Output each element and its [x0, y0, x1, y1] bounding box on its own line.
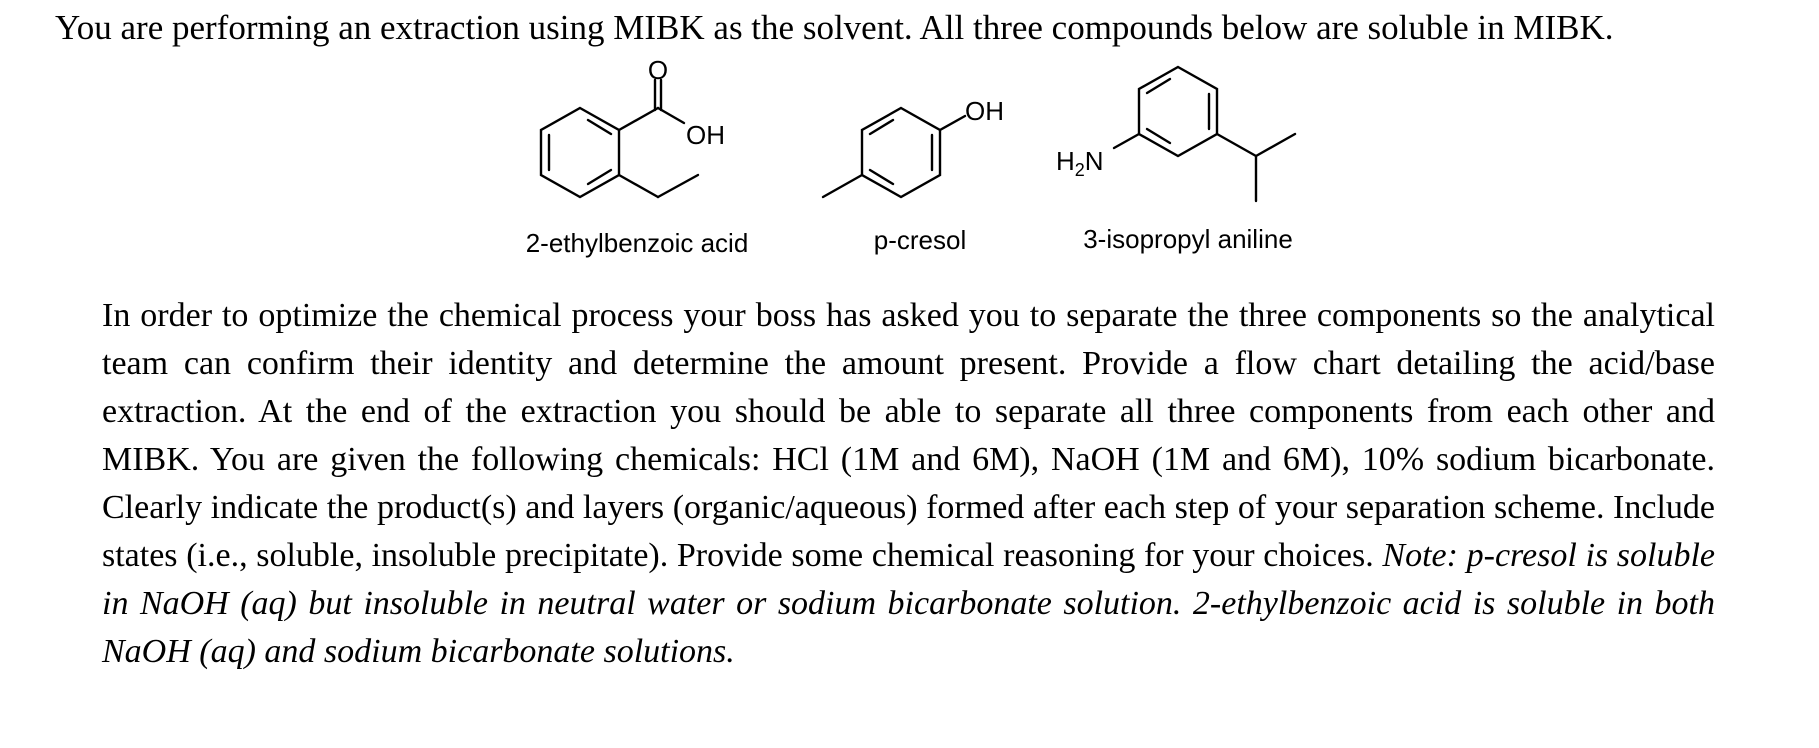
structure-2-ethylbenzoic-acid — [541, 80, 698, 197]
structures-area — [0, 0, 1819, 270]
bond-to-isopropyl — [1217, 134, 1256, 156]
ring-1-double-bond-a — [588, 120, 611, 134]
structure-p-cresol — [823, 108, 965, 197]
question-note-text: Note: p-cresol is soluble in NaOH (aq) but insoluble in neutral water or sodium bicarbonate solution. 2-ethylbenzoic acid is soluble in both NaOH (aq) and sodium bicarbonate solutions. — [102, 537, 1716, 670]
compound-name-2-ethylbenzoic-acid: 2-ethylbenzoic acid — [525, 228, 749, 258]
amine-group-label — [1056, 146, 1104, 180]
bond-to-phenol-oh — [940, 116, 965, 130]
amine-n: N — [1084, 146, 1104, 176]
ethyl-bond-2 — [658, 175, 698, 197]
bond-ring-to-carboxyl — [619, 108, 658, 130]
compound-name-p-cresol: p-cresol — [873, 225, 967, 255]
ring-2-double-bond-a — [870, 120, 893, 134]
carbonyl-oxygen-label: O — [647, 55, 669, 85]
question-paragraph — [102, 292, 1715, 676]
isopropyl-bond-1 — [1256, 134, 1295, 156]
methyl-bond — [823, 175, 862, 197]
bond-to-hydroxyl — [658, 108, 684, 123]
benzene-ring-2 — [862, 108, 940, 197]
benzene-ring-1 — [541, 108, 619, 197]
amine-h: H — [1056, 146, 1075, 176]
structures-svg — [0, 0, 1819, 270]
phenol-hydroxyl-label: OH — [965, 96, 1004, 126]
compound-name-3-isopropyl-aniline: 3-isopropyl aniline — [1083, 224, 1293, 254]
ring-3-double-bond-a — [1147, 79, 1170, 93]
acid-hydroxyl-label: OH — [686, 120, 725, 150]
ethyl-bond-1 — [619, 175, 658, 197]
benzene-ring-3 — [1139, 67, 1217, 156]
intro-text: You are performing an extraction using MIBK as the solvent. All three compounds below are soluble in MIBK. — [55, 8, 1614, 47]
amine-subscript: 2 — [1074, 160, 1085, 180]
question-main-text: In order to optimize the chemical process your boss has asked you to separate the three components so the analytical team can confirm their identity and determine the amount present. Provide a flow chart detailing the acid/base extraction. At the end of the extraction you should be able to separate all three components from each other and MIBK. You are given the following chemicals: HCl (1M and 6M), NaOH (1M and 6M), 10% sodium bicarbonate. Clearly indicate the product(s) and layers (organic/aqueous) formed after each step of your separation scheme. Include states (i.e., soluble, insoluble precipitate). Provide some chemical reasoning for your choices. — [102, 297, 1715, 574]
structure-3-isopropyl-aniline — [1114, 67, 1295, 201]
bond-to-amine — [1114, 134, 1139, 148]
